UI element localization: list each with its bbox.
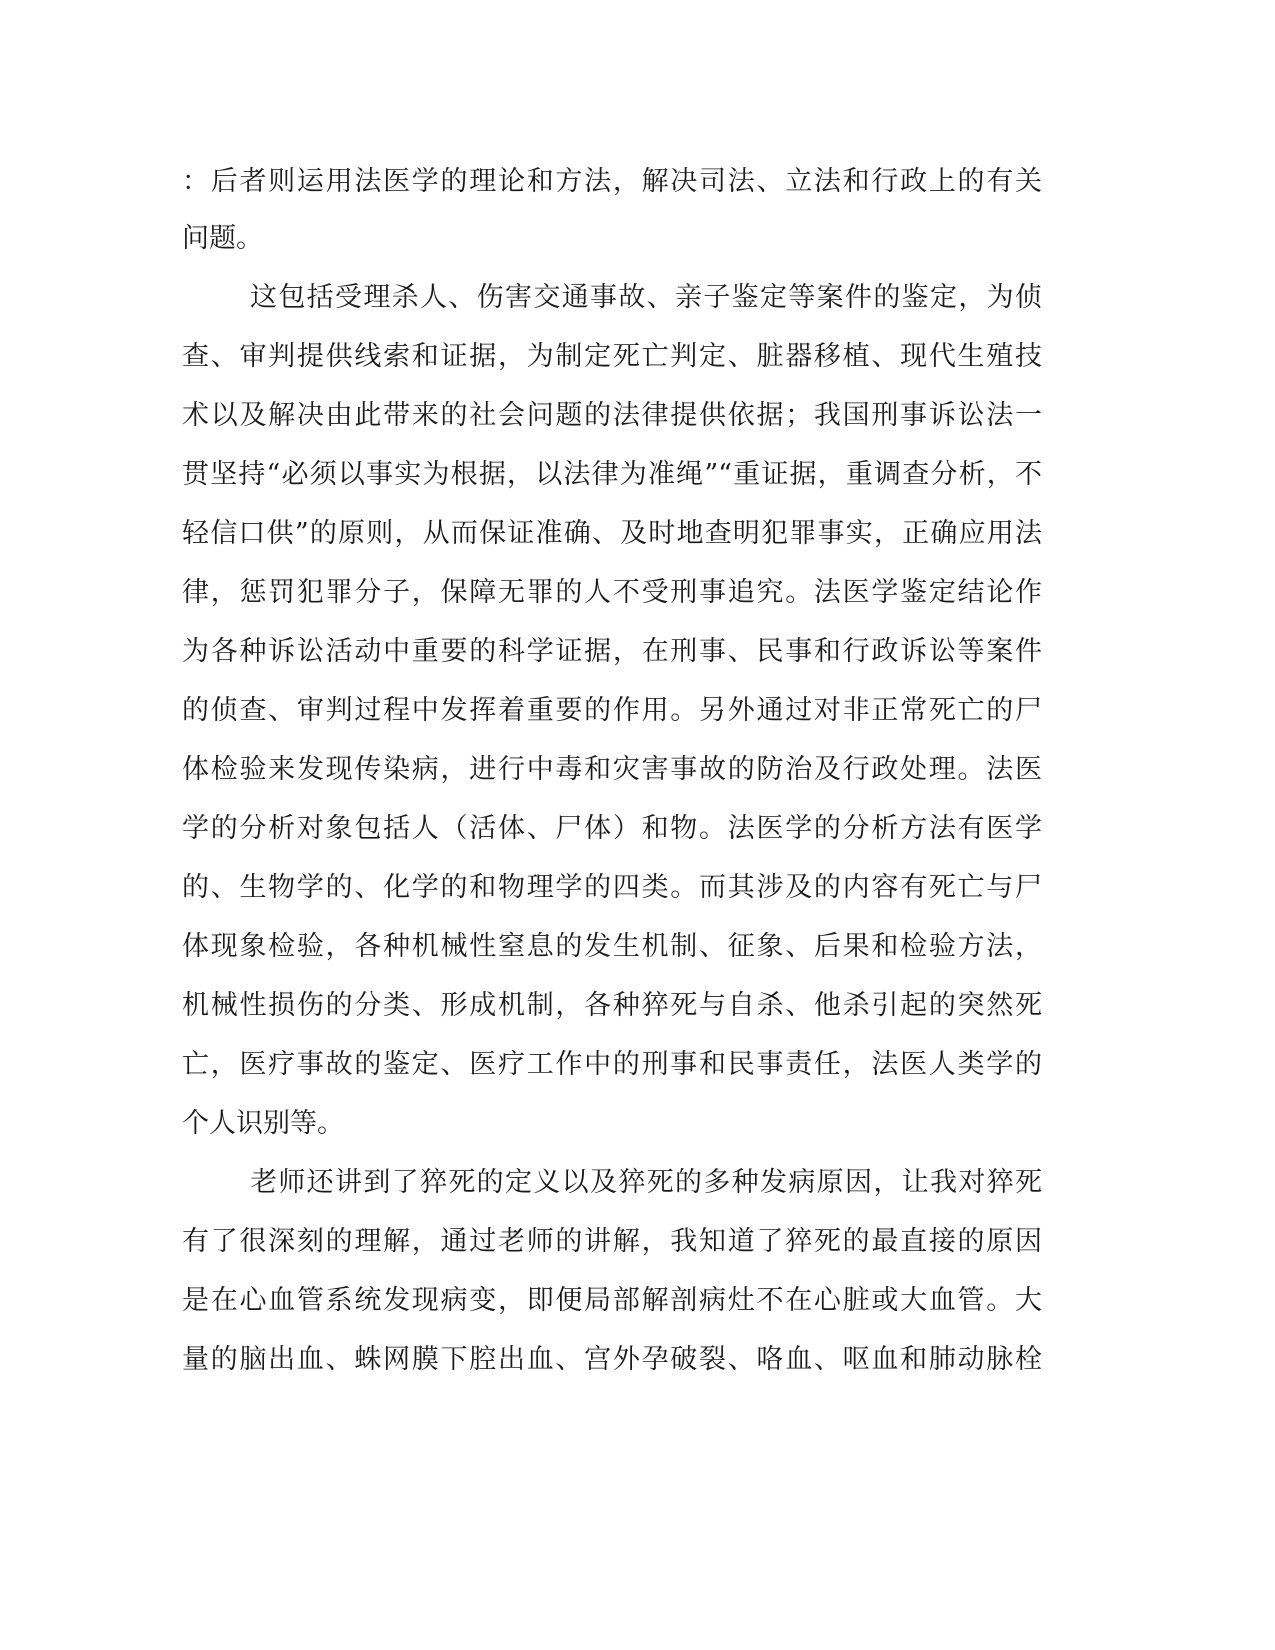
text-line: 有了很深刻的理解，通过老师的讲解，我知道了猝死的最直接的原因 (182, 1226, 1042, 1257)
text-line: 个人识别等。 (182, 1108, 344, 1139)
text-line: 的侦查、审判过程中发挥着重要的作用。另外通过对非正常死亡的尸 (182, 695, 1042, 726)
text-line: 查、审判提供线索和证据，为制定死亡判定、脏器移植、现代生殖技 (182, 341, 1042, 372)
paragraph-start-line: 老师还讲到了猝死的定义以及猝死的多种发病原因，让我对猝死 (250, 1167, 1042, 1198)
text-line: 体检验来发现传染病，进行中毒和灾害事故的防治及行政处理。法医 (182, 754, 1042, 785)
text-line: 量的脑出血、蛛网膜下腔出血、宫外孕破裂、咯血、呕血和肺动脉栓 (182, 1344, 1042, 1375)
text-line: 律，惩罚犯罪分子，保障无罪的人不受刑事追究。法医学鉴定结论作 (182, 577, 1042, 608)
text-line: 亡，医疗事故的鉴定、医疗工作中的刑事和民事责任，法医人类学的 (182, 1049, 1042, 1080)
text-line: 是在心血管系统发现病变，即便局部解剖病灶不在心脏或大血管。大 (182, 1285, 1042, 1316)
text-line: 的、生物学的、化学的和物理学的四类。而其涉及的内容有死亡与尸 (182, 872, 1042, 903)
text-line: 为各种诉讼活动中重要的科学证据，在刑事、民事和行政诉讼等案件 (182, 636, 1042, 667)
text-line: ：后者则运用法医学的理论和方法，解决司法、立法和行政上的有关 (182, 166, 1042, 197)
text-line: 贯坚持“必须以事实为根据，以法律为准绳”“重证据，重调查分析，不 (182, 459, 1042, 490)
text-line: 术以及解决由此带来的社会问题的法律提供依据；我国刑事诉讼法一 (182, 400, 1042, 431)
text-line: 问题。 (182, 223, 263, 254)
text-line: 体现象检验，各种机械性窒息的发生机制、征象、后果和检验方法， (182, 931, 1042, 962)
text-line: 轻信口供”的原则，从而保证准确、及时地查明犯罪事实，正确应用法 (182, 518, 1042, 549)
text-line: 学的分析对象包括人（活体、尸体）和物。法医学的分析方法有医学 (182, 813, 1042, 844)
paragraph-start-line: 这包括受理杀人、伤害交通事故、亲子鉴定等案件的鉴定，为侦 (250, 282, 1042, 313)
text-line: 机械性损伤的分类、形成机制，各种猝死与自杀、他杀引起的突然死 (182, 990, 1042, 1021)
